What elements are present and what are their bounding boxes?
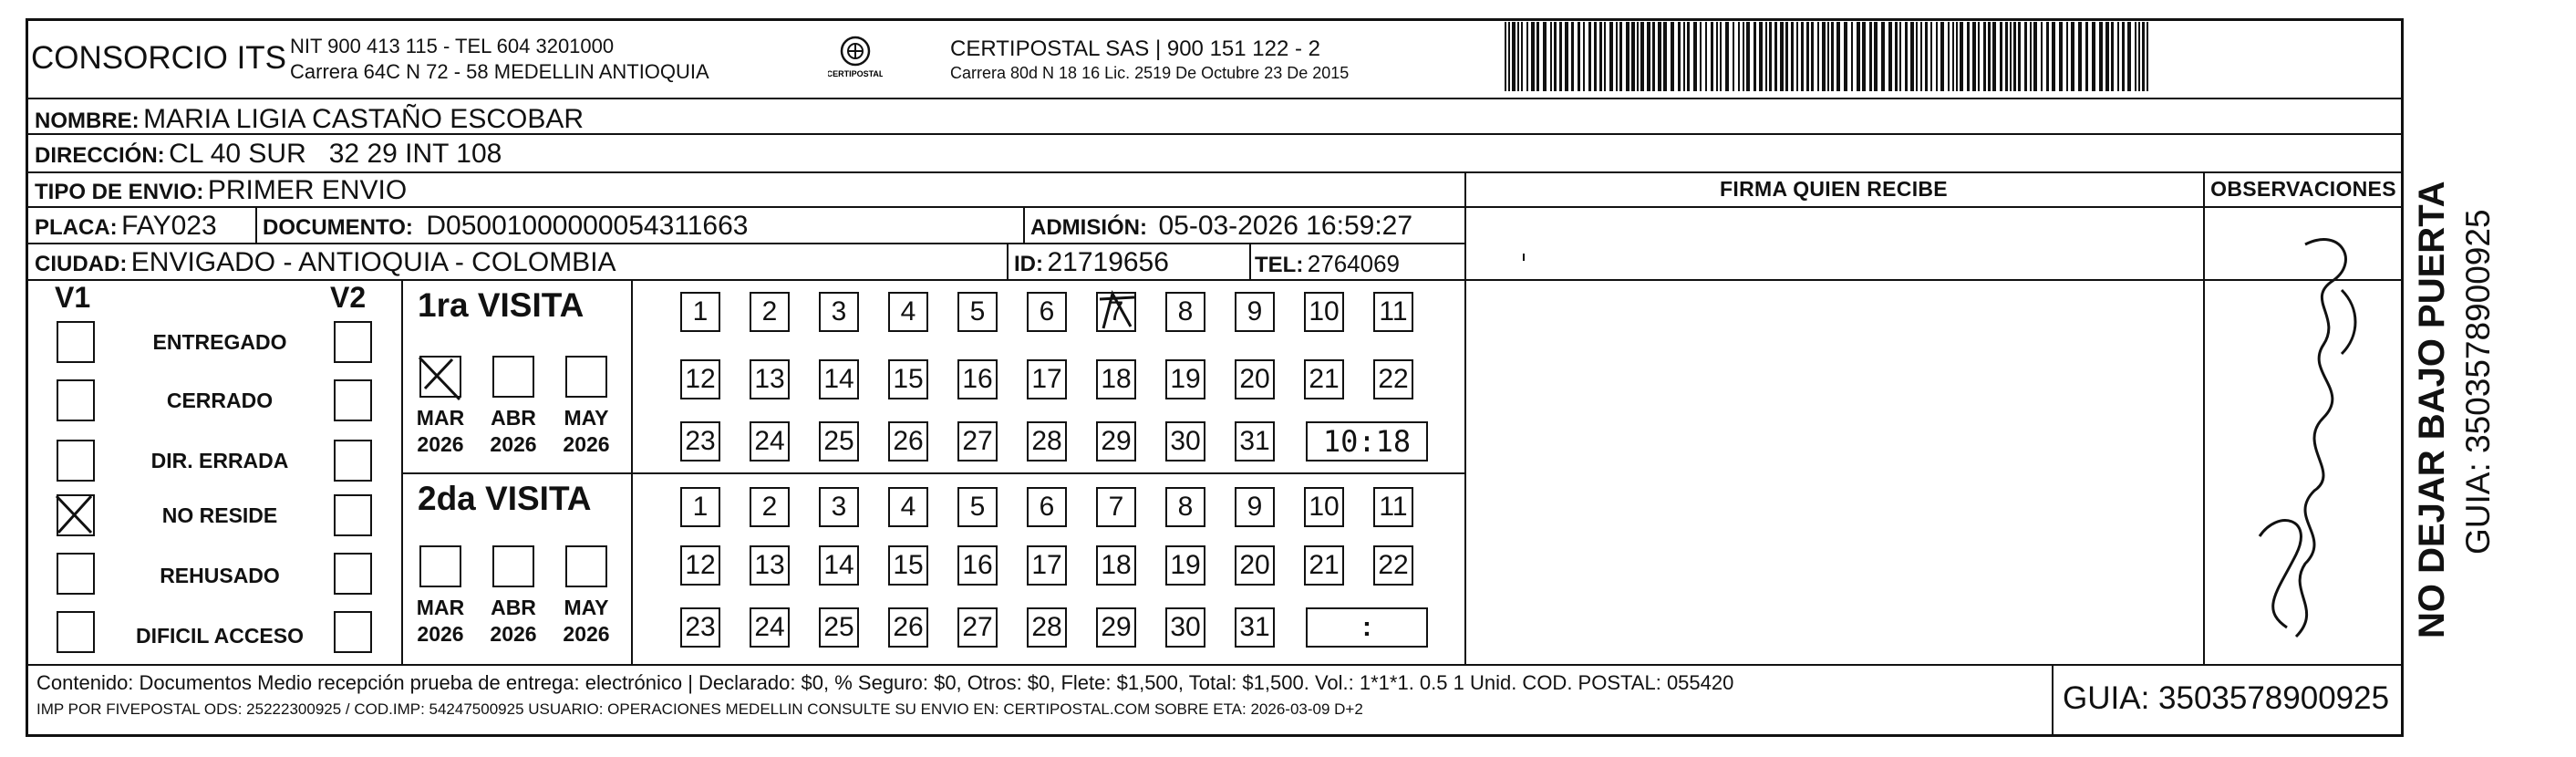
visit1-month-abr: ABR — [491, 406, 536, 430]
recipient-name: MARIA LIGIA CASTAÑO ESCOBAR — [143, 104, 585, 134]
visit2-day-label: 18 — [1101, 550, 1132, 580]
visit2-month-may-box[interactable] — [565, 545, 607, 587]
visit1-day-5[interactable] — [957, 292, 998, 332]
city: ENVIGADO - ANTIOQUIA - COLOMBIA — [130, 247, 616, 277]
visit2-day-22[interactable] — [1373, 545, 1413, 586]
visit1-day-30[interactable] — [1165, 421, 1205, 461]
visit1-day-13[interactable] — [750, 359, 790, 399]
visit1-day-2[interactable] — [750, 292, 790, 332]
visit1-day-label: 30 — [1170, 426, 1201, 456]
status-label-no-reside: NO RESIDE — [161, 503, 278, 527]
visit1-month-abr-box[interactable] — [492, 356, 534, 398]
visit2-day-2[interactable] — [750, 487, 790, 527]
v2-checkbox-dificil-acceso[interactable] — [334, 611, 372, 653]
visit2-day-label: 29 — [1101, 612, 1132, 642]
v1-checkbox-rehusado[interactable] — [57, 553, 95, 595]
visit1-day-label: 6 — [1039, 296, 1055, 327]
v1-checkbox-cerrado[interactable] — [57, 379, 95, 421]
visit1-day-label: 13 — [754, 364, 785, 394]
recipient-tel: 2764069 — [1307, 250, 1401, 277]
visit2-day-label: 27 — [962, 612, 993, 642]
visit2-day-label: 20 — [1239, 550, 1270, 580]
plate-label: PLACA: — [35, 215, 118, 240]
recipient-id: 21719656 — [1047, 247, 1169, 277]
side-warning: NO DEJAR BAJO PUERTA — [2412, 181, 2452, 638]
visit2-day-label: 7 — [1108, 492, 1124, 522]
content-line: Contenido: Documentos Medio recepción prueba de entrega: electrónico | Declarado: $0, % Seguro: $0, Otros: $0, Flete: $1,500, Total: $1,500. Vol.: 1*1*1. 0.5 1 Unid. COD. POSTAL: 055420 — [36, 671, 1734, 694]
visit2-day-30[interactable] — [1165, 607, 1205, 648]
visit2-day-label: 6 — [1039, 492, 1055, 522]
city-label: CIUDAD: — [35, 252, 128, 276]
visit2-day-21[interactable] — [1304, 545, 1344, 586]
visit1-time-box[interactable] — [1306, 421, 1428, 461]
visit1-day-label: 19 — [1170, 364, 1201, 394]
visit2-day-label: 21 — [1309, 550, 1340, 580]
visit1-day-9[interactable] — [1235, 292, 1275, 332]
visit2-day-31[interactable] — [1235, 607, 1275, 648]
visit1-day-20[interactable] — [1235, 359, 1275, 399]
visit2-day-label: 28 — [1031, 612, 1062, 642]
visit2-day-label: 15 — [893, 550, 924, 580]
visit2-day-26[interactable] — [888, 607, 928, 648]
visit2-year-mar: 2026 — [417, 622, 464, 646]
visit1-day-10[interactable] — [1304, 292, 1344, 332]
visit2-day-14[interactable] — [819, 545, 859, 586]
observations-header: OBSERVACIONES — [2210, 177, 2396, 201]
visit1-day-label: 10 — [1309, 296, 1340, 327]
visit1-day-label: 16 — [962, 364, 993, 394]
carrier-line-1: CERTIPOSTAL SAS | 900 151 122 - 2 — [950, 36, 1320, 61]
visit2-day-13[interactable] — [750, 545, 790, 586]
visit2-day-label: 1 — [692, 492, 709, 522]
signature-header: FIRMA QUIEN RECIBE — [1720, 177, 1948, 201]
visit2-month-may: MAY — [564, 596, 609, 619]
signature-area — [1466, 208, 2201, 662]
v2-checkbox-rehusado[interactable] — [334, 553, 372, 595]
visit2-day-label: 23 — [685, 612, 716, 642]
visit1-day-3[interactable] — [819, 292, 859, 332]
visit2-day-label: 5 — [969, 492, 986, 522]
visit1-day-label: 22 — [1378, 364, 1409, 394]
visit1-day-7[interactable] — [1096, 292, 1136, 332]
visit1-day-label: 8 — [1177, 296, 1194, 327]
visit1-year-may: 2026 — [563, 432, 610, 456]
observations-signature — [2205, 208, 2402, 662]
visit1-day-15[interactable] — [888, 359, 928, 399]
visit1-day-31[interactable] — [1235, 421, 1275, 461]
visit1-month-may: MAY — [564, 406, 609, 430]
visit2-day-label: 16 — [962, 550, 993, 580]
visit1-day-28[interactable] — [1027, 421, 1067, 461]
visit1-day-1[interactable] — [680, 292, 720, 332]
visit2-day-label: 31 — [1239, 612, 1270, 642]
visit2-day-8[interactable] — [1165, 487, 1205, 527]
visit2-day-10[interactable] — [1304, 487, 1344, 527]
visit1-day-label: 28 — [1031, 426, 1062, 456]
visit2-day-label: 13 — [754, 550, 785, 580]
visit2-day-18[interactable] — [1096, 545, 1136, 586]
visit1-day-14[interactable] — [819, 359, 859, 399]
visit1-day-label: 3 — [831, 296, 847, 327]
send-type: PRIMER ENVIO — [207, 175, 408, 205]
send-type-label: TIPO DE ENVIO: — [35, 180, 204, 204]
company-line-2: Carrera 64C N 72 - 58 MEDELLIN ANTIOQUIA — [290, 60, 709, 83]
visit2-day-label: 30 — [1170, 612, 1201, 642]
v2-checkbox-entregado[interactable] — [334, 321, 372, 363]
visit1-day-21[interactable] — [1304, 359, 1344, 399]
recipient-address: CL 40 SUR 32 29 INT 108 — [169, 139, 502, 169]
visit1-day-label: 31 — [1239, 426, 1270, 456]
visit1-day-27[interactable] — [957, 421, 998, 461]
visit2-time: : — [1362, 612, 1371, 642]
visit1-day-label: 23 — [685, 426, 716, 456]
visit2-day-5[interactable] — [957, 487, 998, 527]
v1-label: V1 — [55, 281, 91, 314]
visit1-title: 1ra VISITA — [418, 286, 585, 324]
address-label: DIRECCIÓN: — [35, 143, 165, 168]
visit2-day-6[interactable] — [1027, 487, 1067, 527]
visit1-day-label: 15 — [893, 364, 924, 394]
status-label-cerrado: CERRADO — [166, 389, 274, 412]
visit1-day-label: 4 — [900, 296, 916, 327]
visit2-day-label: 24 — [754, 612, 785, 642]
visit1-day-25[interactable] — [819, 421, 859, 461]
visit1-day-26[interactable] — [888, 421, 928, 461]
visit2-day-15[interactable] — [888, 545, 928, 586]
visit2-time-box[interactable] — [1306, 607, 1428, 648]
visit1-day-12[interactable] — [680, 359, 720, 399]
visit2-day-label: 17 — [1031, 550, 1062, 580]
visit1-day-label: 14 — [823, 364, 854, 394]
visit2-day-label: 12 — [685, 550, 716, 580]
visit1-day-label: 7 — [1108, 296, 1124, 327]
visit1-day-label: 24 — [754, 426, 785, 456]
visit1-day-23[interactable] — [680, 421, 720, 461]
visit2-day-label: 2 — [761, 492, 778, 522]
status-label-entregado: ENTREGADO — [152, 330, 287, 354]
status-label-dir-errada: DIR. ERRADA — [150, 449, 289, 472]
visit1-day-4[interactable] — [888, 292, 928, 332]
visit1-day-11[interactable] — [1373, 292, 1413, 332]
visit1-day-18[interactable] — [1096, 359, 1136, 399]
admission-label: ADMISIÓN: — [1030, 215, 1147, 240]
logo-text: CERTIPOSTAL — [828, 69, 883, 78]
document-number: D05001000000054311663 — [426, 211, 749, 241]
visit1-year-abr: 2026 — [490, 432, 537, 456]
visit2-day-label: 10 — [1309, 492, 1340, 522]
v2-checkbox-no-reside[interactable] — [334, 494, 372, 536]
v2-checkbox-dir-errada[interactable] — [334, 440, 372, 482]
visit1-time: 10:18 — [1322, 424, 1412, 459]
visit2-day-12[interactable] — [680, 545, 720, 586]
visit1-day-label: 29 — [1101, 426, 1132, 456]
visit1-day-label: 21 — [1309, 364, 1340, 394]
document-label: DOCUMENTO: — [263, 215, 413, 240]
company-name: CONSORCIO ITS — [31, 40, 287, 76]
visit2-day-17[interactable] — [1027, 545, 1067, 586]
visit2-day-19[interactable] — [1165, 545, 1205, 586]
visit1-day-label: 25 — [823, 426, 854, 456]
visit1-day-16[interactable] — [957, 359, 998, 399]
plate: FAY023 — [121, 211, 217, 241]
visit2-day-25[interactable] — [819, 607, 859, 648]
status-label-rehusado: REHUSADO — [160, 564, 280, 587]
visit1-day-label: 17 — [1031, 364, 1062, 394]
admission-date: 05-03-2026 16:59:27 — [1158, 211, 1413, 241]
visit1-day-24[interactable] — [750, 421, 790, 461]
v1-checkbox-no-reside[interactable] — [57, 494, 95, 536]
visit2-title: 2da VISITA — [418, 480, 592, 517]
visit2-day-7[interactable] — [1096, 487, 1136, 527]
visit1-day-8[interactable] — [1165, 292, 1205, 332]
name-label: NOMBRE: — [35, 109, 140, 133]
visit2-day-3[interactable] — [819, 487, 859, 527]
visit1-day-22[interactable] — [1373, 359, 1413, 399]
visit1-day-label: 5 — [969, 296, 986, 327]
side-guide: GUIA: 3503578900925 — [2459, 209, 2497, 555]
visit2-day-label: 3 — [831, 492, 847, 522]
visit1-day-label: 27 — [962, 426, 993, 456]
visit1-day-19[interactable] — [1165, 359, 1205, 399]
visit2-day-label: 25 — [823, 612, 854, 642]
visit2-day-24[interactable] — [750, 607, 790, 648]
visit2-day-label: 19 — [1170, 550, 1201, 580]
visit1-month-mar-box[interactable] — [419, 356, 461, 398]
visit2-year-abr: 2026 — [490, 622, 537, 646]
footer-guide: GUIA: 3503578900925 — [2063, 680, 2390, 716]
visit2-day-label: 14 — [823, 550, 854, 580]
visit1-day-label: 9 — [1247, 296, 1263, 327]
v1-checkbox-entregado[interactable] — [57, 321, 95, 363]
visit1-day-label: 12 — [685, 364, 716, 394]
visit2-year-may: 2026 — [563, 622, 610, 646]
visit2-day-27[interactable] — [957, 607, 998, 648]
visit2-day-4[interactable] — [888, 487, 928, 527]
visit2-day-label: 11 — [1379, 492, 1408, 522]
visit1-day-29[interactable] — [1096, 421, 1136, 461]
imp-line: IMP POR FIVEPOSTAL ODS: 25222300925 / COD.IMP: 54247500925 USUARIO: OPERACIONES MEDELLIN CONSULTE SU ENVIO EN: CERTIPOSTAL.COM SOBRE ETA: 2026-03-09 D+2 — [36, 700, 1363, 718]
visit1-month-mar: MAR — [416, 406, 465, 430]
visit2-month-mar: MAR — [416, 596, 465, 619]
visit2-month-mar-box[interactable] — [419, 545, 461, 587]
visit2-day-11[interactable] — [1373, 487, 1413, 527]
company-line-1: NIT 900 413 115 - TEL 604 3201000 — [290, 35, 615, 57]
v1-checkbox-dificil-acceso[interactable] — [57, 611, 95, 653]
visit1-day-mark — [1092, 288, 1147, 337]
visit1-day-label: 2 — [761, 296, 778, 327]
tel-label: TEL: — [1255, 253, 1304, 277]
visit2-day-1[interactable] — [680, 487, 720, 527]
status-label-dificil-acceso: DIFICIL ACCESO — [135, 624, 304, 648]
visit2-day-label: 26 — [893, 612, 924, 642]
visit1-day-17[interactable] — [1027, 359, 1067, 399]
visit2-month-abr-box[interactable] — [492, 545, 534, 587]
visit2-day-16[interactable] — [957, 545, 998, 586]
visit2-day-9[interactable] — [1235, 487, 1275, 527]
visit2-month-abr: ABR — [491, 596, 536, 619]
visit2-day-label: 4 — [900, 492, 916, 522]
v1-checkbox-dir-errada[interactable] — [57, 440, 95, 482]
visit1-year-mar: 2026 — [417, 432, 464, 456]
id-label: ID: — [1014, 252, 1043, 276]
visit2-day-label: 9 — [1247, 492, 1263, 522]
visit2-day-20[interactable] — [1235, 545, 1275, 586]
visit2-day-23[interactable] — [680, 607, 720, 648]
visit2-day-28[interactable] — [1027, 607, 1067, 648]
v2-label: V2 — [330, 281, 367, 314]
visit1-day-6[interactable] — [1027, 292, 1067, 332]
visit1-month-may-box[interactable] — [565, 356, 607, 398]
v2-checkbox-cerrado[interactable] — [334, 379, 372, 421]
visit1-day-label: 26 — [893, 426, 924, 456]
visit1-day-label: 11 — [1379, 296, 1408, 327]
visit1-day-label: 1 — [692, 296, 709, 327]
visit2-day-29[interactable] — [1096, 607, 1136, 648]
visit1-day-label: 18 — [1101, 364, 1132, 394]
visit1-day-label: 20 — [1239, 364, 1270, 394]
carrier-line-2: Carrera 80d N 18 16 Lic. 2519 De Octubre 23 De 2015 — [950, 64, 1350, 82]
visit2-day-label: 8 — [1177, 492, 1194, 522]
visit2-day-label: 22 — [1378, 550, 1409, 580]
